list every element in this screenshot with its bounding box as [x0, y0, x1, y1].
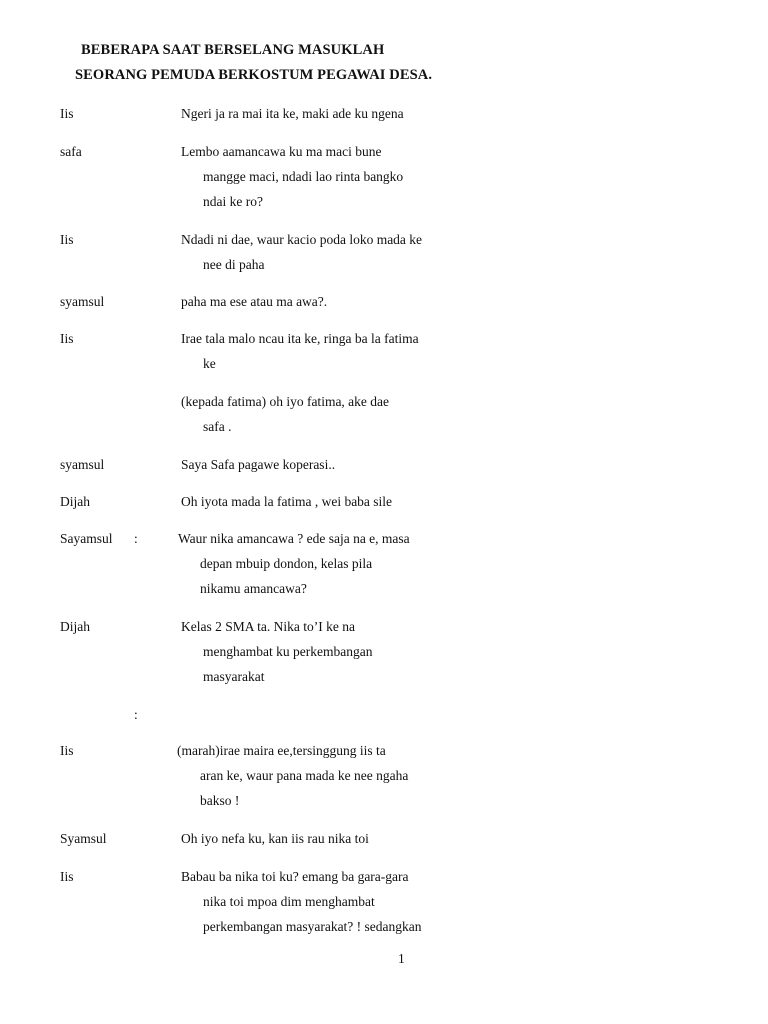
- speaker-name: syamsul: [60, 457, 105, 472]
- dialogue-line: aran ke, waur pana mada ke nee ngaha: [200, 768, 409, 783]
- dialogue-line: bakso !: [200, 793, 240, 808]
- dialogue-line: menghambat ku perkembangan: [203, 644, 373, 659]
- dialogue-line: Kelas 2 SMA ta. Nika to’I ke na: [181, 619, 355, 634]
- dialogue-line: nikamu amancawa?: [200, 581, 307, 596]
- dialogue-line: safa .: [203, 419, 232, 434]
- dialogue-line: depan mbuip dondon, kelas pila: [200, 556, 373, 571]
- dialogue-line: ndai ke ro?: [203, 194, 263, 209]
- dialogue-line: nee di paha: [203, 257, 265, 272]
- speaker-name: Dijah: [60, 619, 90, 634]
- speaker-name: Syamsul: [60, 831, 107, 846]
- speaker-name: Iis: [60, 106, 74, 121]
- speaker-name: Iis: [60, 743, 74, 758]
- dialogue-line: Ndadi ni dae, waur kacio poda loko mada ke: [181, 232, 423, 247]
- dialogue-line: Lembo aamancawa ku ma maci bune: [181, 144, 382, 159]
- speaker-name: syamsul: [60, 294, 105, 309]
- dialogue-line: Waur nika amancawa ? ede saja na e, masa: [178, 531, 410, 546]
- dialogue-line: Irae tala malo ncau ita ke, ringa ba la fatima: [181, 331, 419, 346]
- speaker-name: Iis: [60, 869, 74, 884]
- dialogue-line: paha ma ese atau ma awa?.: [181, 294, 328, 309]
- dialogue-line: (marah)irae maira ee,tersinggung iis ta: [177, 743, 386, 758]
- dialogue-line: masyarakat: [203, 669, 265, 684]
- speaker-name: Iis: [60, 232, 74, 247]
- scene-heading-line-2: SEORANG PEMUDA BERKOSTUM PEGAWAI DESA.: [75, 67, 433, 83]
- dialogue-line: Oh iyo nefa ku, kan iis rau nika toi: [181, 831, 369, 846]
- speaker-name: Iis: [60, 331, 74, 346]
- speaker-name: Sayamsul: [60, 531, 113, 546]
- dialogue-line: nika toi mpoa dim menghambat: [203, 894, 375, 909]
- dialogue-line: Oh iyota mada la fatima , wei baba sile: [181, 494, 393, 509]
- page-number: 1: [398, 951, 405, 966]
- speaker-name: Dijah: [60, 494, 90, 509]
- speaker-colon: :: [134, 707, 138, 722]
- dialogue-line: ke: [203, 356, 216, 371]
- speaker-colon: :: [134, 531, 138, 546]
- scene-heading-line-1: BEBERAPA SAAT BERSELANG MASUKLAH: [81, 42, 385, 58]
- dialogue-line: perkembangan masyarakat? ! sedangkan: [203, 919, 422, 934]
- dialogue-line: mangge maci, ndadi lao rinta bangko: [203, 169, 404, 184]
- dialogue-line: Babau ba nika toi ku? emang ba gara-gara: [181, 869, 409, 884]
- dialogue-line: Ngeri ja ra mai ita ke, maki ade ku ngena: [181, 106, 404, 121]
- dialogue-line: Saya Safa pagawe koperasi..: [181, 457, 336, 472]
- dialogue-line: (kepada fatima) oh iyo fatima, ake dae: [181, 394, 390, 409]
- speaker-name: safa: [60, 144, 82, 159]
